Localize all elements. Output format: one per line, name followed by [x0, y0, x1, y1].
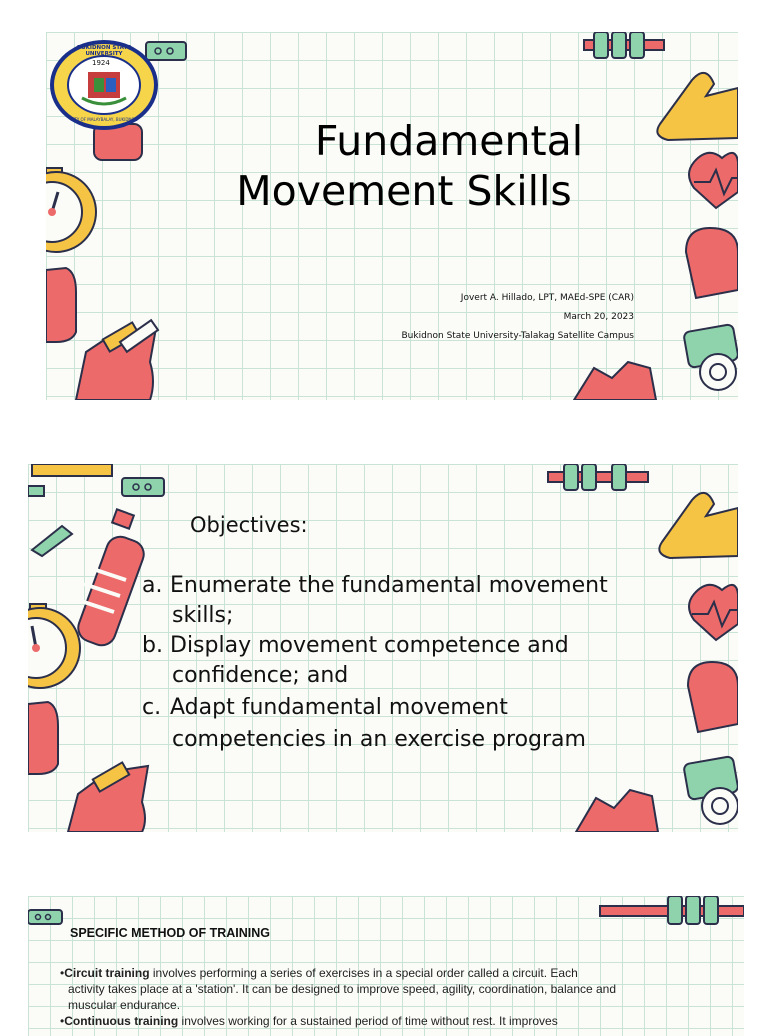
boxing-glove-icon: [688, 662, 738, 732]
term-continuous-training: Continuous training: [64, 1014, 179, 1028]
circuit-training-line2: activity takes place at a 'station'. It can be designed to improve speed, agility, coordination, balance and: [68, 982, 617, 996]
objective-letter: a.: [142, 573, 163, 598]
training-methods-slide: [28, 896, 744, 1036]
muscle-arm-icon: [657, 73, 738, 140]
seal-year: 1924: [92, 59, 110, 67]
watch-strap-icon: [122, 478, 164, 496]
objectives-heading: Objectives:: [190, 513, 308, 537]
objective-item-b: [142, 630, 569, 661]
seal-arc-text: BUKIDNON STATE UNIVERSITY: [77, 45, 131, 57]
objective-text-line1: Enumerate the fundamental movement: [170, 573, 608, 598]
circuit-training-paragraph: •Circuit training involves performing a series of exercises in a special order called a circuit. Each: [60, 966, 578, 980]
circuit-training-line3: muscular endurance.: [68, 998, 181, 1012]
definition-text: involves performing a series of exercises in a special order called a circuit. Each: [149, 966, 578, 980]
stopwatch-icon: [28, 604, 80, 688]
title-line-1: Fundamental: [314, 117, 584, 165]
muscle-arm-icon: [659, 493, 738, 558]
objective-text-line1: Adapt fundamental movement: [170, 695, 508, 720]
watch-strap-icon: [28, 910, 62, 924]
slipper-icon: [28, 702, 58, 774]
boxing-glove-icon: [686, 228, 738, 298]
heartbeat-icon: [689, 585, 738, 640]
heartbeat-icon: [689, 153, 738, 208]
yellow-band-icon: [32, 464, 112, 476]
presentation-date: March 20, 2023: [563, 312, 634, 322]
tank-top-icon: [576, 790, 658, 832]
sneaker-icon: [68, 762, 148, 832]
yoga-mat-icon: [683, 756, 738, 824]
slipper-icon: [46, 268, 76, 342]
yoga-mat-icon: [683, 324, 738, 390]
presenter-info: [346, 289, 634, 346]
tank-top-icon: [574, 362, 656, 400]
objective-text-line1: Display movement competence and: [170, 633, 569, 658]
dumbbell-icon: [600, 896, 744, 924]
objective-item-a: [142, 570, 608, 601]
objectives-slide: [28, 464, 738, 832]
sneaker-icon: [76, 320, 158, 400]
whistle-icon: [32, 526, 72, 556]
definition-text: involves working for a sustained period of time without rest. It improves: [178, 1014, 558, 1028]
title-line-2: Movement Skills: [236, 167, 572, 215]
objective-item-a-cont: skills;: [172, 603, 234, 628]
campus-name: Bukidnon State University-Talakag Satellite Campus: [401, 331, 634, 341]
author-name: Jovert A. Hillado, LPT, MAEd-SPE (CAR): [460, 293, 634, 303]
objective-letter: b.: [142, 633, 163, 658]
slide-heading: SPECIFIC METHOD OF TRAINING: [70, 926, 270, 940]
dumbbell-icon: [548, 464, 648, 490]
training-methods-body: [60, 966, 652, 1030]
continuous-training-paragraph: •Continuous training involves working for a sustained period of time without rest. It improves: [60, 1014, 558, 1028]
water-bottle-icon: [74, 509, 147, 649]
objective-item-c-cont: competencies in an exercise program: [172, 727, 586, 752]
objective-item-c: [142, 692, 508, 723]
objective-letter: c.: [142, 695, 162, 720]
objective-item-b-cont: confidence; and: [172, 663, 349, 688]
title-slide: [46, 32, 738, 400]
dumbbell-icon: [584, 32, 664, 58]
slide-title: [206, 116, 602, 216]
stopwatch-icon: [46, 168, 96, 252]
university-seal-logo: [48, 38, 160, 132]
term-circuit-training: Circuit training: [64, 966, 150, 980]
seal-bottom-text: CITY OF MALAYBALAY, BUKIDNON: [70, 117, 138, 122]
